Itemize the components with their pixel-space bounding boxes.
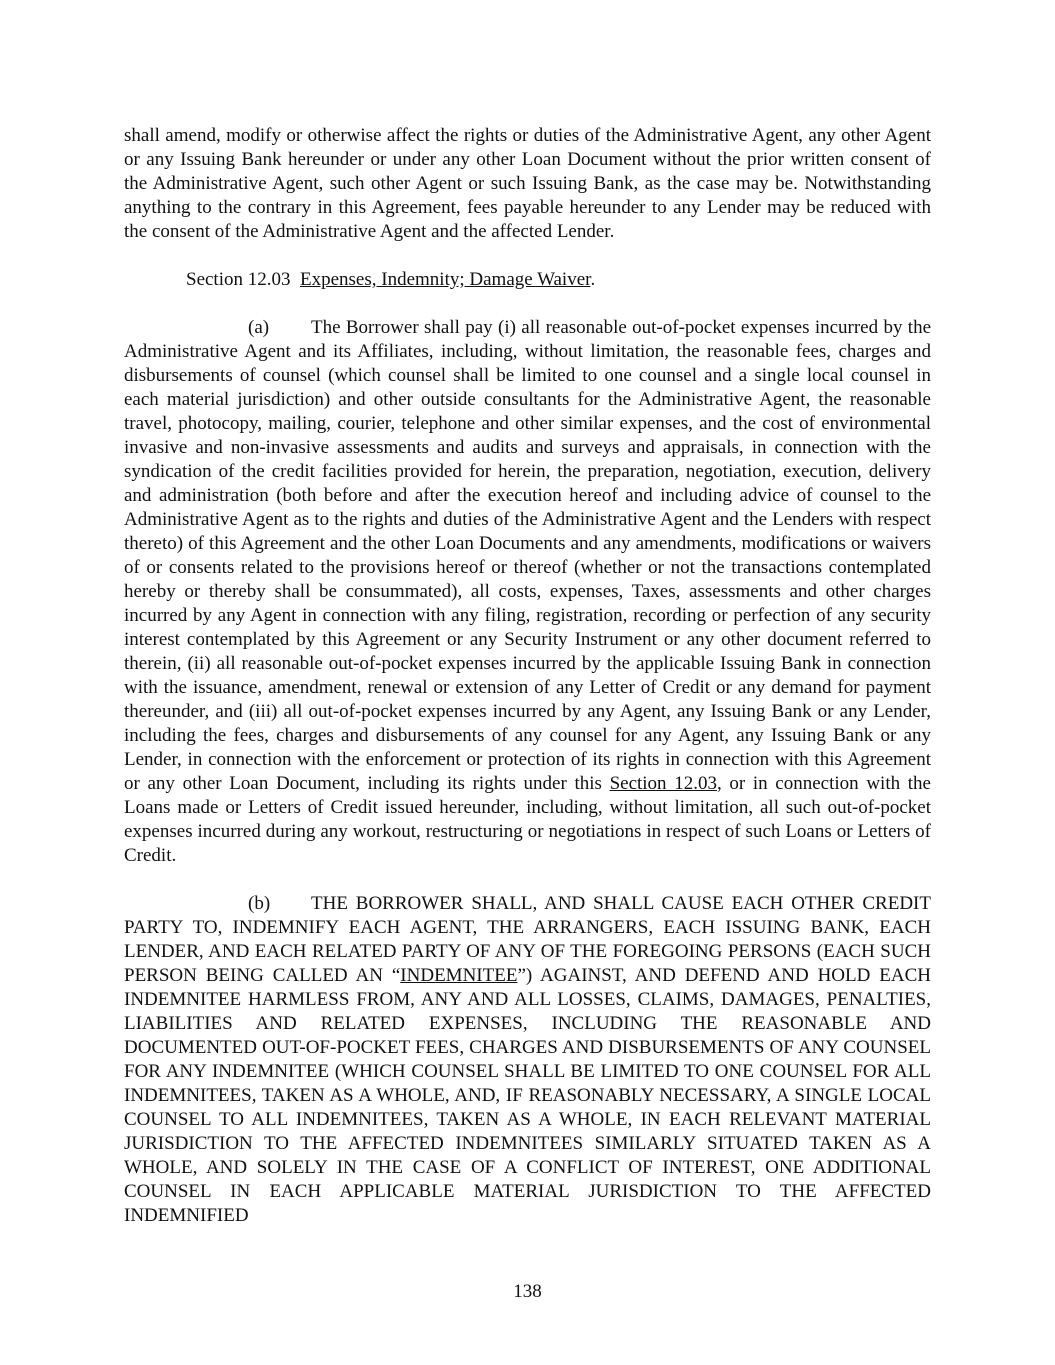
- paragraph-b-text-end: ”) AGAINST, AND DEFEND AND HOLD EACH INDEMNITEE HARMLESS FROM, ANY AND ALL LOSSES, CLAIMS, DAMAGES, PENALTIES, LIABILITIES AND RELATED EXPENSES, INCLUDING THE REASONABLE AND DOCUMENTED OUT-OF-POCKET FEES, CHARGES AND DISBURSEMENTS OF ANY COUNSEL FOR ANY INDEMNITEE (WHICH COUNSEL SHALL BE LIMITED TO ONE COUNSEL FOR ALL INDEMNITEES, TAKEN AS A WHOLE, AND, IF REASONABLY NECESSARY, A SINGLE LOCAL COUNSEL TO ALL INDEMNITEES, TAKEN AS A WHOLE, IN EACH RELEVANT MATERIAL JURISDICTION TO THE AFFECTED INDEMNITEES SIMILARLY SITUATED TAKEN AS A WHOLE, AND SOLELY IN THE CASE OF A CONFLICT OF INTEREST, ONE ADDITIONAL COUNSEL IN EACH APPLICABLE MATERIAL JURISDICTION TO THE AFFECTED INDEMNIFIED: [124, 965, 931, 1226]
- paragraph-gap: [124, 868, 931, 892]
- paragraph-gap: [124, 292, 931, 316]
- section-number: Section 12.03: [186, 269, 291, 290]
- paragraph-b: [124, 892, 931, 1228]
- paragraph-a-text-end: , or in connection with the Loans made or Letters of Credit issued hereunder, including, without limitation, all such out-of-pocket expenses incurred during any workout, restructuring or negotiations in respect of such Loans or Letters of Credit.: [124, 773, 931, 866]
- section-title-period: .: [590, 269, 596, 290]
- defined-term: INDEMNITEE: [400, 965, 518, 986]
- intro-paragraph: shall amend, modify or otherwise affect the rights or duties of the Administrative Agent, any other Agent or any Issuing Bank hereunder or under any other Loan Document without the prior written consent of the Administrative Agent, such other Agent or such Issuing Bank, as the case may be. Notwithstanding anything to the contrary in this Agreement, fees payable hereunder to any Lender may be reduced with the consent of the Administrative Agent and the affected Lender.: [124, 125, 931, 242]
- document-page: [124, 124, 931, 1228]
- section-heading: [124, 268, 931, 292]
- page-number: 138: [513, 1281, 542, 1302]
- paragraph-a: [124, 316, 931, 868]
- paragraph-gap: [124, 244, 931, 268]
- paragraph-a-text: The Borrower shall pay (i) all reasonable out-of-pocket expenses incurred by the Administrative Agent and its Affiliates, including, without limitation, the reasonable fees, charges and disbursements of counsel (which counsel shall be limited to one counsel and a single local counsel in each material jurisdiction) and other outside consultants for the Administrative Agent, the reasonable travel, photocopy, mailing, courier, telephone and other similar expenses, and the cost of environmental invasive and non-invasive assessments and audits and surveys and appraisals, in connection with the syndication of the credit facilities provided for herein, the preparation, negotiation, execution, delivery and administration (both before and after the execution hereof and including advice of counsel to the Administrative Agent as to the rights and duties of the Administrative Agent and the Lenders with respect thereto) of this Agreement and the other Loan Documents and any amendments, modifications or waivers of or consents related to the provisions hereof or thereof (whether or not the transactions contemplated hereby or thereby shall be consummated), all costs, expenses, Taxes, assessments and other charges incurred by any Agent in connection with any filing, registration, recording or perfection of any security interest contemplated by this Agreement or any Security Instrument or any other document referred to therein, (ii) all reasonable out-of-pocket expenses incurred by the applicable Issuing Bank in connection with the issuance, amendment, renewal or extension of any Letter of Credit or any demand for payment thereunder, and (iii) all out-of-pocket expenses incurred by any Agent, any Issuing Bank or any Lender, including the fees, charges and disbursements of any counsel for any Agent, any Issuing Bank or any Lender, in connection with the enforcement or protection of its rights in connection with this Agreement or any other Loan Document, including its rights under this: [124, 317, 931, 794]
- paragraph-a-label: (a): [248, 317, 270, 338]
- section-reference: Section 12.03: [609, 773, 717, 794]
- section-title: Expenses, Indemnity; Damage Waiver: [300, 269, 591, 290]
- paragraph-b-label: (b): [248, 893, 271, 914]
- paragraph-b-text: THE BORROWER SHALL, AND SHALL CAUSE EACH OTHER CREDIT PARTY TO, INDEMNIFY EACH AGENT, THE ARRANGERS, EACH ISSUING BANK, EACH LENDER, AND EACH RELATED PARTY OF ANY OF THE FOREGOING PERSONS (EACH SUCH PERSON BEING CALLED AN “: [124, 893, 931, 986]
